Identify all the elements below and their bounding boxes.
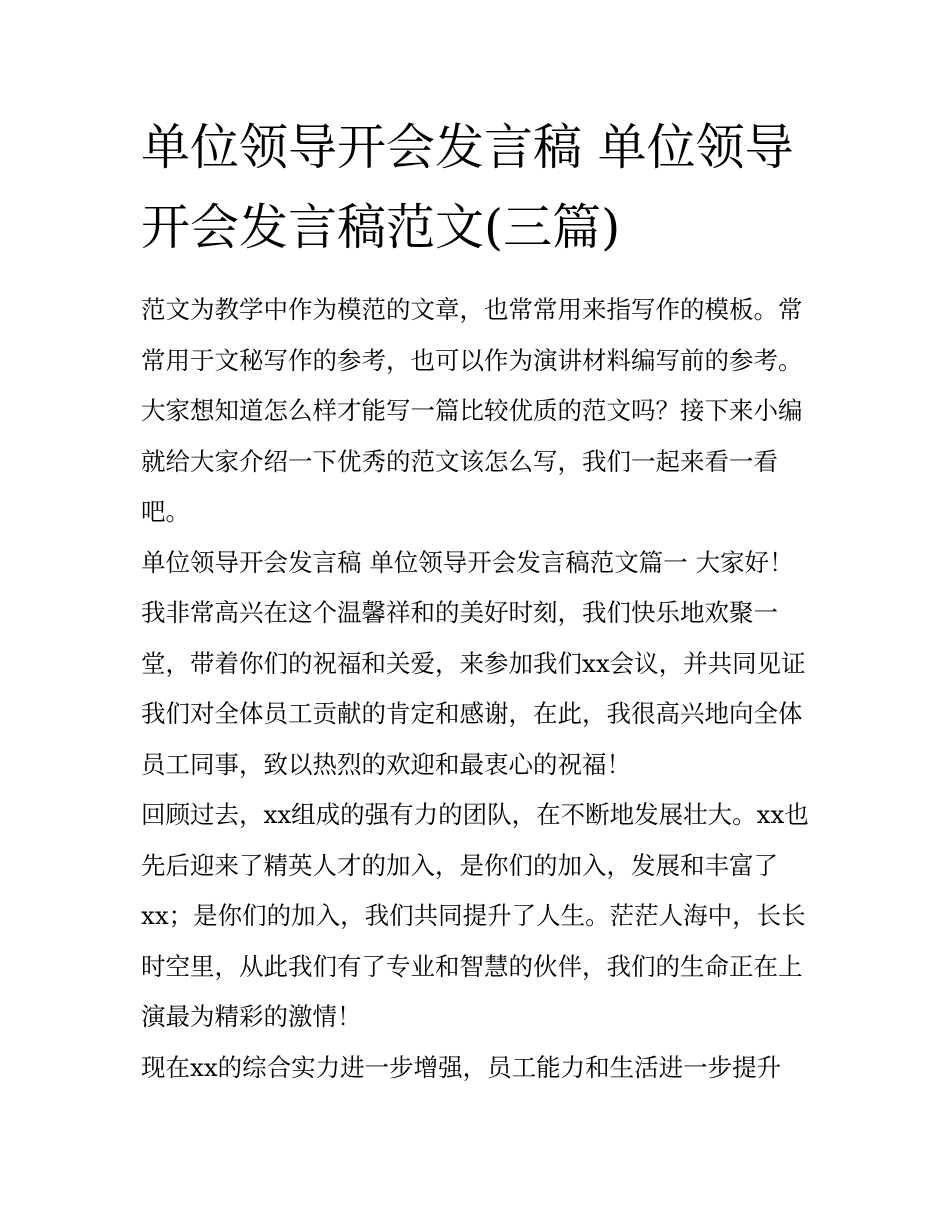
document-title: 单位领导开会发言稿 单位领导开会发言稿范文(三篇): [141, 119, 794, 256]
paragraph-current-strength: 现在xx的综合实力进一步增强，员工能力和生活进一步提升: [141, 1052, 782, 1082]
document-page: [141, 108, 813, 1093]
paragraph-review-past: 回顾过去，xx组成的强有力的团队，在不断地发展壮大。xx也先后迎来了精英人才的加入，是你们的加入，发展和丰富了xx；是你们的加入，我们共同提升了人生。茫茫人海中，长长时空里，从此我们有了专业和智慧的伙伴，我们的生命正在上演最为精彩的激情！: [141, 800, 809, 1031]
paragraph-intro: 范文为教学中作为模范的文章，也常常用来指写作的模板。常常用于文秘写作的参考，也可以作为演讲材料编写前的参考。大家想知道怎么样才能写一篇比较优质的范文吗？接下来小编就给大家介绍一下优秀的范文该怎么写，我们一起来看一看吧。: [141, 295, 803, 526]
paragraph-speech-opening: 单位领导开会发言稿 单位领导开会发言稿范文篇一 大家好！我非常高兴在这个温馨祥和的美好时刻，我们快乐地欢聚一堂，带着你们的祝福和关爱，来参加我们xx会议，并共同见证我们对全体员工贡献的肯定和感谢，在此，我很高兴地向全体员工同事，致以热烈的欢迎和最衷心的祝福！: [141, 547, 806, 779]
